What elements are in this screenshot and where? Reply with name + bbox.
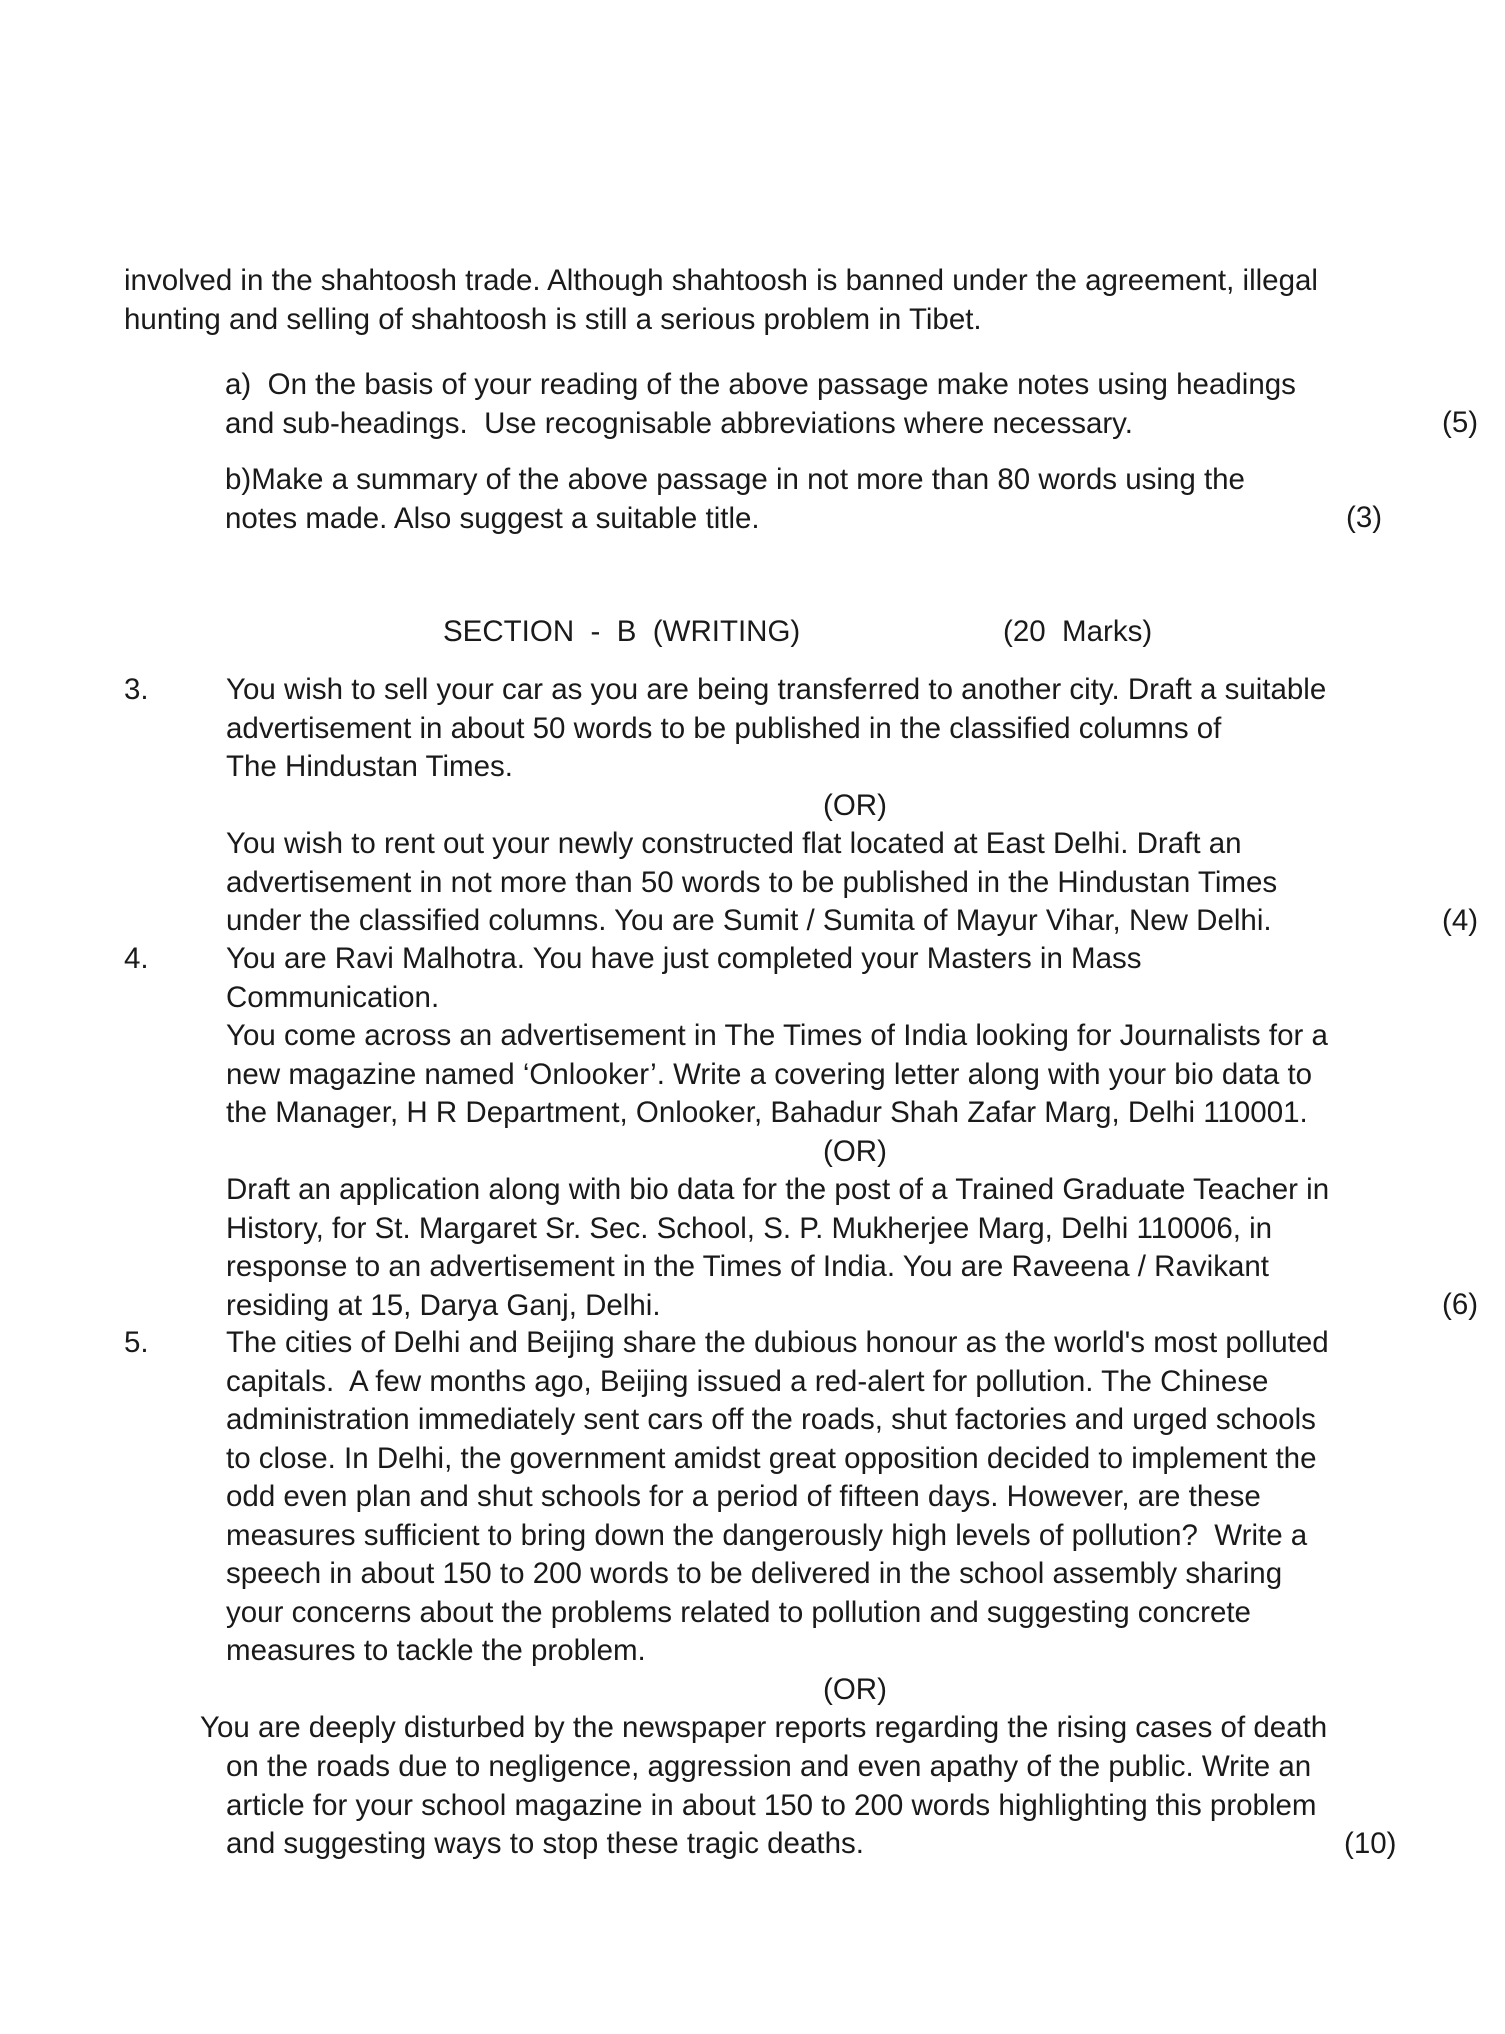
question-3-line: advertisement in not more than 50 words to be published in the Hindustan Times (226, 865, 1278, 899)
question-4-line: new magazine named ‘Onlooker’. Write a covering letter along with your bio data to (226, 1057, 1313, 1091)
question-5-part1 (226, 1324, 1329, 1671)
question-3-part2 (226, 825, 1277, 941)
question-5-line: capitals. A few months ago, Beijing issued a red-alert for pollution. The Chinese (226, 1364, 1269, 1398)
section-b-marks: (20 Marks) (1003, 615, 1153, 648)
section-b-title: SECTION - B (WRITING) (443, 615, 801, 648)
intro-line: hunting and selling of shahtoosh is still a serious problem in Tibet. (124, 302, 982, 336)
question-3-line: You wish to sell your car as you are being transferred to another city. Draft a suitable (226, 673, 1327, 706)
question-5-part2-first-line: You are deeply disturbed by the newspaper reports regarding the rising cases of death (200, 1711, 1328, 1744)
question-3-marks: (4) (1442, 904, 1479, 937)
question-5-line: to close. In Delhi, the government amidst great opposition decided to implement the (226, 1441, 1317, 1475)
question-3-line: under the classified columns. You are Sumit / Sumita of Mayur Vihar, New Delhi. (226, 904, 1272, 937)
question-5-line: your concerns about the problems related to pollution and suggesting concrete (226, 1595, 1251, 1629)
question-2a (225, 366, 1296, 443)
question-5-line: administration immediately sent cars off the roads, shut factories and urged schools (226, 1403, 1316, 1436)
question-5-line: speech in about 150 to 200 words to be delivered in the school assembly sharing (226, 1557, 1283, 1590)
question-5-line: and suggesting ways to stop these tragic deaths. (226, 1827, 864, 1860)
question-5-marks: (10) (1344, 1827, 1397, 1860)
question-4-number: 4. (124, 942, 149, 975)
question-2b-marks: (3) (1346, 501, 1383, 534)
question-4-part1 (226, 940, 1328, 1133)
question-4-marks: (6) (1442, 1288, 1479, 1321)
question-5-line: The cities of Delhi and Beijing share the dubious honour as the world's most polluted (226, 1326, 1329, 1359)
question-2b (225, 461, 1245, 538)
question-4-or: (OR) (823, 1135, 887, 1168)
intro-paragraph (124, 262, 1318, 339)
question-3-number: 3. (124, 673, 149, 706)
question-4-line: residing at 15, Darya Ganj, Delhi. (226, 1288, 661, 1322)
question-5-part2 (226, 1748, 1317, 1864)
question-3-line: advertisement in about 50 words to be published in the classified columns of (226, 711, 1222, 745)
question-3-line: You wish to rent out your newly constructed flat located at East Delhi. Draft an (226, 827, 1242, 860)
question-5-line: article for your school magazine in about 150 to 200 words highlighting this problem (226, 1788, 1317, 1822)
question-4-line: Communication. (226, 980, 440, 1014)
intro-line: involved in the shahtoosh trade. Although shahtoosh is banned under the agreement, illegal (124, 264, 1318, 297)
question-4-line: the Manager, H R Department, Onlooker, Bahadur Shah Zafar Marg, Delhi 110001. (226, 1096, 1308, 1129)
question-3-line: The Hindustan Times. (226, 750, 513, 783)
question-4-line: History, for St. Margaret Sr. Sec. School, S. P. Mukherjee Marg, Delhi 110006, in (226, 1211, 1273, 1245)
question-4-part2 (226, 1171, 1329, 1325)
question-3-or: (OR) (823, 789, 887, 822)
question-5-line: measures sufficient to bring down the dangerously high levels of pollution? Write a (226, 1518, 1308, 1552)
question-3-part1 (226, 671, 1326, 787)
question-2a-line: and sub-headings. Use recognisable abbreviations where necessary. (225, 406, 1133, 440)
question-5-line: on the roads due to negligence, aggression and even apathy of the public. Write an (226, 1750, 1312, 1783)
question-2a-line: a) On the basis of your reading of the above passage make notes using headings (225, 368, 1296, 401)
question-5-line: measures to tackle the problem. (226, 1634, 646, 1667)
question-2b-line: notes made. Also suggest a suitable title. (225, 501, 760, 535)
question-2a-marks: (5) (1442, 406, 1479, 439)
question-4-line: response to an advertisement in the Times of India. You are Raveena / Ravikant (226, 1250, 1269, 1283)
question-5-line: odd even plan and shut schools for a period of fifteen days. However, are these (226, 1480, 1261, 1513)
question-5-or: (OR) (823, 1673, 887, 1706)
question-5-number: 5. (124, 1326, 149, 1359)
question-2b-line: b)Make a summary of the above passage in not more than 80 words using the (225, 463, 1245, 496)
question-4-line: Draft an application along with bio data for the post of a Trained Graduate Teacher in (226, 1173, 1330, 1206)
question-4-line: You come across an advertisement in The Times of India looking for Journalists for a (226, 1019, 1328, 1052)
question-4-line: You are Ravi Malhotra. You have just completed your Masters in Mass (226, 942, 1142, 975)
